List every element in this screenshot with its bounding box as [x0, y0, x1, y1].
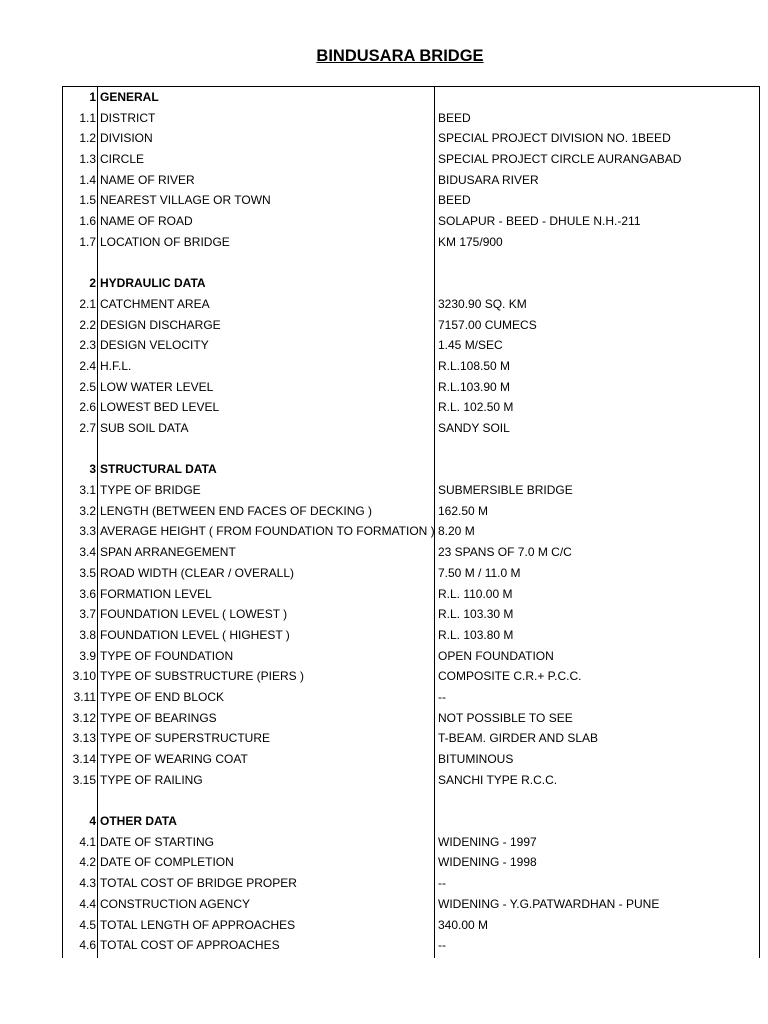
row-value: OPEN FOUNDATION [438, 648, 554, 663]
row-label: DIVISION [100, 131, 153, 146]
row-number: 3.12 [72, 710, 96, 725]
table-row [62, 708, 760, 729]
row-label: LOWEST BED LEVEL [100, 400, 220, 415]
row-label: TOTAL COST OF BRIDGE PROPER [100, 876, 297, 891]
row-value: 23 SPANS OF 7.0 M C/C [438, 545, 572, 560]
row-label: DESIGN VELOCITY [100, 338, 209, 353]
row-label: TYPE OF SUPERSTRUCTURE [100, 731, 271, 746]
row-value: WIDENING - 1997 [438, 834, 537, 849]
row-value: 8.20 M [438, 524, 475, 539]
row-label: NEAREST VILLAGE OR TOWN [100, 193, 271, 208]
table-row [62, 542, 760, 563]
row-label: CATCHMENT AREA [100, 296, 210, 311]
row-number: 4.2 [79, 855, 96, 870]
row-value: BEED [438, 193, 471, 208]
row-number: 4.6 [79, 938, 96, 953]
table-row [62, 397, 760, 418]
row-number: 3.4 [79, 545, 96, 560]
row-label: TOTAL COST OF APPROACHES [100, 938, 280, 953]
section-header-row [62, 273, 760, 294]
row-label: CONSTRUCTION AGENCY [100, 896, 251, 911]
row-value: -- [438, 876, 446, 891]
row-label: DATE OF STARTING [100, 834, 215, 849]
row-number: 2.7 [79, 421, 96, 435]
row-value: SANCHI TYPE R.C.C. [438, 772, 558, 787]
row-value: R.L.108.50 M [438, 358, 511, 373]
row-label: ROAD WIDTH (CLEAR / OVERALL) [100, 565, 295, 580]
row-value: BEED [438, 110, 471, 125]
row-label: LENGTH (BETWEEN END FACES OF DECKING ) [100, 503, 373, 518]
row-number: 1.2 [79, 131, 96, 146]
table-row [62, 915, 760, 936]
section-title: STRUCTURAL DATA [100, 462, 217, 477]
row-value: BIDUSARA RIVER [438, 172, 539, 187]
table-row [62, 418, 760, 439]
row-value: WIDENING - 1998 [438, 855, 537, 870]
table-row [62, 501, 760, 522]
table-row [62, 894, 760, 915]
table-row [62, 315, 760, 336]
row-number: 1.7 [79, 234, 96, 249]
row-value: SUBMERSIBLE BRIDGE [438, 483, 573, 498]
table-row [62, 356, 760, 377]
row-label: TYPE OF BEARINGS [100, 710, 217, 725]
section-header-row [62, 87, 760, 108]
table-row [62, 377, 760, 398]
table-row [62, 790, 760, 811]
row-value: SOLAPUR - BEED - DHULE N.H.-211 [438, 214, 641, 229]
table-row [62, 335, 760, 356]
row-label: TYPE OF END BLOCK [100, 689, 225, 704]
row-value: -- [438, 938, 446, 953]
row-value: 7157.00 CUMECS [438, 317, 537, 332]
page-title: BINDUSARA BRIDGE [316, 47, 484, 65]
row-number: 1.1 [79, 110, 96, 125]
table-row [62, 149, 760, 170]
row-label: LOW WATER LEVEL [100, 379, 214, 394]
row-number: 4 [89, 814, 96, 829]
row-number: 3 [89, 462, 96, 477]
section-title: OTHER DATA [100, 814, 177, 829]
row-value: SPECIAL PROJECT DIVISION NO. 1BEED [438, 131, 671, 146]
row-value: -- [438, 689, 446, 704]
table-row [62, 480, 760, 501]
row-value: COMPOSITE C.R.+ P.C.C. [438, 669, 582, 684]
row-value: SANDY SOIL [438, 421, 510, 435]
row-number: 3.9 [79, 648, 96, 663]
row-value: T-BEAM. GIRDER AND SLAB [438, 731, 599, 746]
row-label: FOUNDATION LEVEL ( HIGHEST ) [100, 627, 290, 642]
table-row [62, 687, 760, 708]
row-label: TYPE OF BRIDGE [100, 483, 201, 498]
row-value: SPECIAL PROJECT CIRCLE AURANGABAD [438, 152, 682, 167]
table-row [62, 604, 760, 625]
row-number: 1 [89, 90, 96, 104]
row-label: NAME OF RIVER [100, 172, 195, 187]
row-number: 2.5 [79, 379, 96, 394]
row-number: 3.11 [73, 689, 96, 704]
row-value: R.L. 103.30 M [438, 607, 514, 622]
row-number: 4.4 [79, 896, 96, 911]
table-row [62, 170, 760, 191]
table-row [62, 563, 760, 584]
row-label: DISTRICT [100, 110, 156, 125]
table-row [62, 232, 760, 253]
row-number: 2 [89, 276, 96, 291]
row-number: 4.3 [79, 876, 96, 891]
row-number: 1.5 [79, 193, 96, 208]
row-number: 3.10 [72, 669, 96, 684]
row-number: 4.5 [79, 917, 96, 932]
table-row [62, 666, 760, 687]
row-number: 3.5 [79, 565, 96, 580]
table-row [62, 852, 760, 873]
row-value: 340.00 M [438, 917, 489, 932]
row-label: LOCATION OF BRIDGE [100, 234, 230, 249]
row-value: R.L. 110.00 M [438, 586, 513, 601]
row-value: R.L. 103.80 M [438, 627, 514, 642]
table-row [62, 646, 760, 667]
table-row [62, 439, 760, 460]
row-value: KM 175/900 [438, 234, 503, 249]
row-number: 2.6 [79, 400, 96, 415]
table-row [62, 190, 760, 211]
row-value: 3230.90 SQ. KM [438, 296, 527, 311]
table-row [62, 253, 760, 274]
table-row [62, 728, 760, 749]
row-number: 3.15 [72, 772, 96, 787]
row-label: TYPE OF FOUNDATION [100, 648, 234, 663]
row-label: SUB SOIL DATA [100, 421, 189, 435]
table-row [62, 935, 760, 956]
section-header-row [62, 459, 760, 480]
row-label: H.F.L. [100, 358, 132, 373]
row-number: 2.2 [79, 317, 96, 332]
section-header-row [62, 811, 760, 832]
table-row [62, 873, 760, 894]
section-title: HYDRAULIC DATA [100, 276, 206, 291]
row-label: CIRCLE [100, 152, 145, 167]
table-row [62, 211, 760, 232]
table-row [62, 749, 760, 770]
row-label: DESIGN DISCHARGE [100, 317, 221, 332]
row-number: 4.1 [79, 834, 96, 849]
table-row [62, 584, 760, 605]
row-label: AVERAGE HEIGHT ( FROM FOUNDATION TO FORMATION ) [100, 524, 435, 539]
row-number: 1.6 [79, 214, 96, 229]
table-row [62, 770, 760, 791]
row-value: 1.45 M/SEC [438, 338, 503, 353]
row-number: 1.3 [79, 152, 96, 167]
row-label: TYPE OF SUBSTRUCTURE (PIERS ) [100, 669, 305, 684]
row-value: 162.50 M [438, 503, 489, 518]
row-label: TYPE OF RAILING [100, 772, 203, 787]
row-number: 2.1 [79, 296, 96, 311]
row-value: R.L.103.90 M [438, 379, 511, 394]
row-label: NAME OF ROAD [100, 214, 193, 229]
row-label: TYPE OF WEARING COAT [100, 752, 248, 766]
row-number: 3.13 [72, 731, 96, 746]
row-number: 3.14 [72, 752, 96, 766]
row-label: TOTAL LENGTH OF APPROACHES [100, 917, 296, 932]
row-number: 3.6 [79, 586, 96, 601]
table-body [62, 87, 760, 956]
row-label: FORMATION LEVEL [100, 586, 212, 601]
row-label: FOUNDATION LEVEL ( LOWEST ) [100, 607, 288, 622]
section-title: GENERAL [100, 90, 159, 104]
table-row [62, 521, 760, 542]
row-value: WIDENING - Y.G.PATWARDHAN - PUNE [438, 896, 660, 911]
table-row [62, 128, 760, 149]
table-row [62, 294, 760, 315]
row-number: 3.1 [79, 483, 96, 498]
row-number: 2.4 [79, 358, 96, 373]
row-number: 2.3 [79, 338, 96, 353]
row-value: R.L. 102.50 M [438, 400, 514, 415]
table-row [62, 625, 760, 646]
row-value: BITUMINOUS [438, 752, 514, 766]
row-value: NOT POSSIBLE TO SEE [438, 710, 573, 725]
row-number: 3.7 [79, 607, 96, 622]
row-number: 3.8 [79, 627, 96, 642]
row-label: SPAN ARRANEGEMENT [100, 545, 236, 560]
row-number: 1.4 [79, 172, 96, 187]
row-number: 3.2 [79, 503, 96, 518]
table-row [62, 832, 760, 853]
row-value: 7.50 M / 11.0 M [438, 565, 521, 580]
row-number: 3.3 [79, 524, 96, 539]
row-label: DATE OF COMPLETION [100, 855, 234, 870]
table-row [62, 108, 760, 129]
